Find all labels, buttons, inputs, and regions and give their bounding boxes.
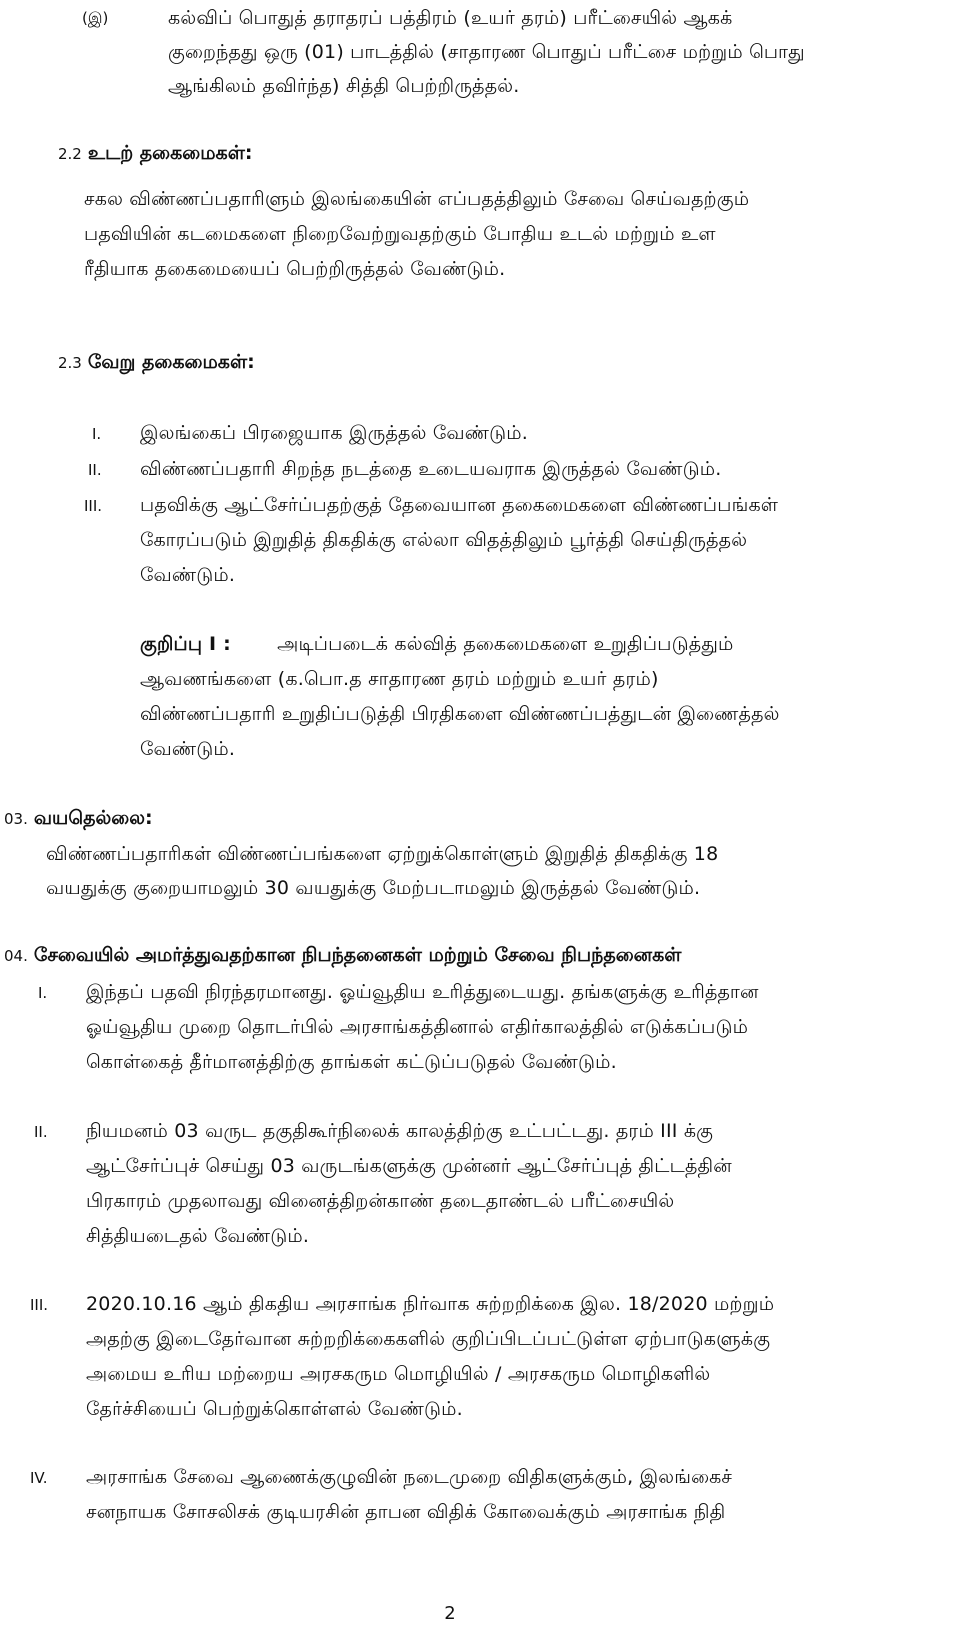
note-text: அடிப்படைக் கல்வித் தகைமைகளை உறுதிப்படுத்தும் — [277, 633, 734, 655]
section-number: 03. — [4, 810, 28, 828]
section-heading-2-2 — [58, 141, 252, 166]
note-label: குறிப்பு I : — [140, 633, 231, 655]
list-item-line: அதற்கு இடைதேர்வான சுற்றறிக்கைகளில் குறிப்பிடப்பட்டுள்ள ஏற்பாடுகளுக்கு — [86, 1328, 771, 1350]
list-item-line: நியமனம் 03 வருட தகுதிகூர்நிலைக் காலத்திற்கு உட்பட்டது. தரம் III க்கு — [86, 1120, 714, 1142]
section-number: 04. — [4, 947, 28, 965]
list-item-line: சனநாயக சோசலிசக் குடியரசின் தாபன விதிக் கோவைக்கும் அரசாங்க நிதி — [86, 1501, 726, 1523]
section-title: வேறு தகைமைகள்: — [87, 351, 255, 373]
list-item-line: அமைய உரிய மற்றைய அரசகரும மொழியில் / அரசகரும மொழிகளில் — [86, 1363, 711, 1385]
list-item-line: விண்ணப்பதாரி சிறந்த நடத்தை உடையவராக இருத்தல் வேண்டும். — [140, 458, 722, 480]
paragraph-line: பதவியின் கடமைகளை நிறைவேற்றுவதற்கும் போதிய உடல் மற்றும் உள — [84, 223, 716, 245]
item-marker: (இ) — [82, 9, 109, 27]
list-number: III. — [84, 497, 103, 515]
list-item-line: இந்தப் பதவி நிரந்தரமானது. ஓய்வூதிய உரித்துடையது. தங்களுக்கு உரித்தான — [86, 981, 759, 1003]
note-line: விண்ணப்பதாரி உறுதிப்படுத்தி பிரதிகளை விண்ணப்பத்துடன் இணைத்தல் — [140, 703, 780, 725]
list-number: II. — [88, 461, 102, 479]
paragraph-line: வயதுக்கு குறையாமலும் 30 வயதுக்கு மேற்படாமலும் இருத்தல் வேண்டும். — [46, 877, 701, 899]
list-item-line: தேர்ச்சியைப் பெற்றுக்கொள்ளல் வேண்டும். — [86, 1398, 463, 1420]
list-item-line: வேண்டும். — [140, 564, 236, 586]
paragraph-line: ஆங்கிலம் தவிர்ந்த) சித்தி பெற்றிருத்தல். — [168, 75, 520, 97]
list-item-line: பதவிக்கு ஆட்சேர்ப்பதற்குத் தேவையான தகைமைகளை விண்ணப்பங்கள் — [140, 494, 779, 516]
note-first-line — [140, 632, 733, 656]
list-item-line: அரசாங்க சேவை ஆணைக்குழுவின் நடைமுறை விதிகளுக்கும், இலங்கைச் — [86, 1466, 733, 1488]
section-title: உடற் தகைமைகள்: — [87, 142, 253, 164]
paragraph-line: ரீதியாக தகைமையைப் பெற்றிருத்தல் வேண்டும். — [84, 258, 506, 280]
list-item-line: ஆட்சேர்ப்புச் செய்து 03 வருடங்களுக்கு முன்னர் ஆட்சேர்ப்புத் திட்டத்தின் — [86, 1155, 732, 1177]
page-number: 2 — [444, 1603, 456, 1624]
list-number: I. — [92, 425, 102, 443]
note-line: ஆவணங்களை (க.பொ.த சாதாரண தரம் மற்றும் உயர் தரம்) — [140, 668, 659, 690]
section-heading-04 — [4, 943, 681, 968]
paragraph-line: விண்ணப்பதாரிகள் விண்ணப்பங்களை ஏற்றுக்கொள்ளும் இறுதித் திகதிக்கு 18 — [46, 843, 719, 865]
section-title: சேவையில் அமர்த்துவதற்கான நிபந்தனைகள் மற்றும் சேவை நிபந்தனைகள் — [33, 944, 682, 966]
paragraph-line: சகல விண்ணப்பதாரிளும் இலங்கையின் எப்பதத்திலும் சேவை செய்வதற்கும் — [84, 188, 750, 210]
paragraph-line — [168, 6, 880, 30]
line-text: கல்விப் பொதுத் தராதரப் பத்திரம் (உயர் தரம்) பரீட்சையில் ஆகக் — [168, 7, 733, 29]
section-title: வயதெல்லை: — [33, 807, 153, 829]
section-heading-03 — [4, 806, 153, 831]
list-item-line: ஓய்வூதிய முறை தொடர்பில் அரசாங்கத்தினால் எதிர்காலத்தில் எடுக்கப்படும் — [86, 1016, 749, 1038]
section-number: 2.2 — [58, 145, 82, 163]
list-number: II. — [34, 1123, 48, 1141]
section-number: 2.3 — [58, 354, 82, 372]
list-item-line: பிரகாரம் முதலாவது வினைத்திறன்காண் தடைதாண்டல் பரீட்சையில் — [86, 1190, 675, 1212]
note-line: வேண்டும். — [140, 738, 236, 760]
paragraph-line: குறைந்தது ஒரு (01) பாடத்தில் (சாதாரண பொதுப் பரீட்சை மற்றும் பொது — [168, 41, 805, 63]
list-item-line: கோரப்படும் இறுதித் திகதிக்கு எல்லா விதத்திலும் பூர்த்தி செய்திருத்தல் — [140, 529, 748, 551]
list-number: IV. — [30, 1469, 48, 1487]
list-number: III. — [30, 1296, 49, 1314]
list-item-line: 2020.10.16 ஆம் திகதிய அரசாங்க நிர்வாக சுற்றறிக்கை இல. 18/2020 மற்றும் — [86, 1293, 775, 1315]
list-item-line: இலங்கைப் பிரஜையாக இருத்தல் வேண்டும். — [140, 422, 528, 444]
list-number: I. — [38, 984, 48, 1002]
section-heading-2-3 — [58, 350, 255, 375]
list-item-line: சித்தியடைதல் வேண்டும். — [86, 1225, 310, 1247]
list-item-line: கொள்கைத் தீர்மானத்திற்கு தாங்கள் கட்டுப்படுதல் வேண்டும். — [86, 1051, 617, 1073]
